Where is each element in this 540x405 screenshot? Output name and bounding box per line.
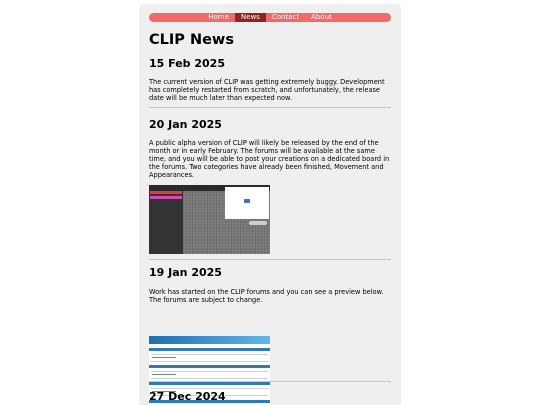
preview-button-shape	[249, 221, 267, 225]
nav-contact-link[interactable]: Contact	[271, 13, 300, 21]
nav-home-link[interactable]: Home	[208, 13, 229, 21]
page-container	[139, 4, 401, 405]
forum-row	[151, 354, 268, 355]
nav-about-link[interactable]: About	[311, 13, 332, 21]
nav-news-link[interactable]: News	[235, 13, 266, 22]
post-body: A public alpha version of CLIP will likely be released by the end of the month or in early February. The forums will be available at the same time, and you will be able to post your creations on a dedicated board in the forums. Two categories have already been finished, Movement and Appearances.	[149, 139, 390, 179]
editor-screenshot-image	[149, 185, 270, 254]
forum-header-banner	[149, 336, 270, 344]
page-title: CLIP News	[149, 32, 234, 48]
editor-sidebar	[149, 191, 183, 254]
category-appearances-tag	[150, 196, 182, 199]
forum-row-text	[152, 357, 176, 358]
post-body: Work has started on the CLIP forums and you can see a preview below. The forums are subject to change.	[149, 288, 384, 304]
post-date: 27 Dec 2024	[149, 390, 226, 403]
post-date: 19 Jan 2025	[149, 266, 222, 279]
forum-category-bar	[149, 348, 270, 351]
forum-row	[151, 388, 268, 389]
post-date: 20 Jan 2025	[149, 118, 222, 131]
post-divider	[149, 259, 391, 260]
top-navigation	[149, 13, 391, 22]
post-divider	[149, 107, 391, 108]
post-divider	[149, 381, 391, 382]
post-body: The current version of CLIP was getting extremely buggy. Development has completely restarted from scratch, and unfortunately, the release date will be much later than expected now.	[149, 78, 385, 102]
sprite-icon	[244, 199, 250, 203]
forum-row	[151, 361, 268, 362]
category-movement-tag	[150, 191, 182, 194]
forum-category-bar	[149, 365, 270, 368]
forum-category-bar	[149, 382, 270, 385]
sprite-preview-panel	[225, 187, 269, 219]
post-date: 15 Feb 2025	[149, 57, 225, 70]
forum-row	[151, 371, 268, 372]
forum-row	[151, 378, 268, 379]
forum-row-text	[152, 374, 176, 375]
